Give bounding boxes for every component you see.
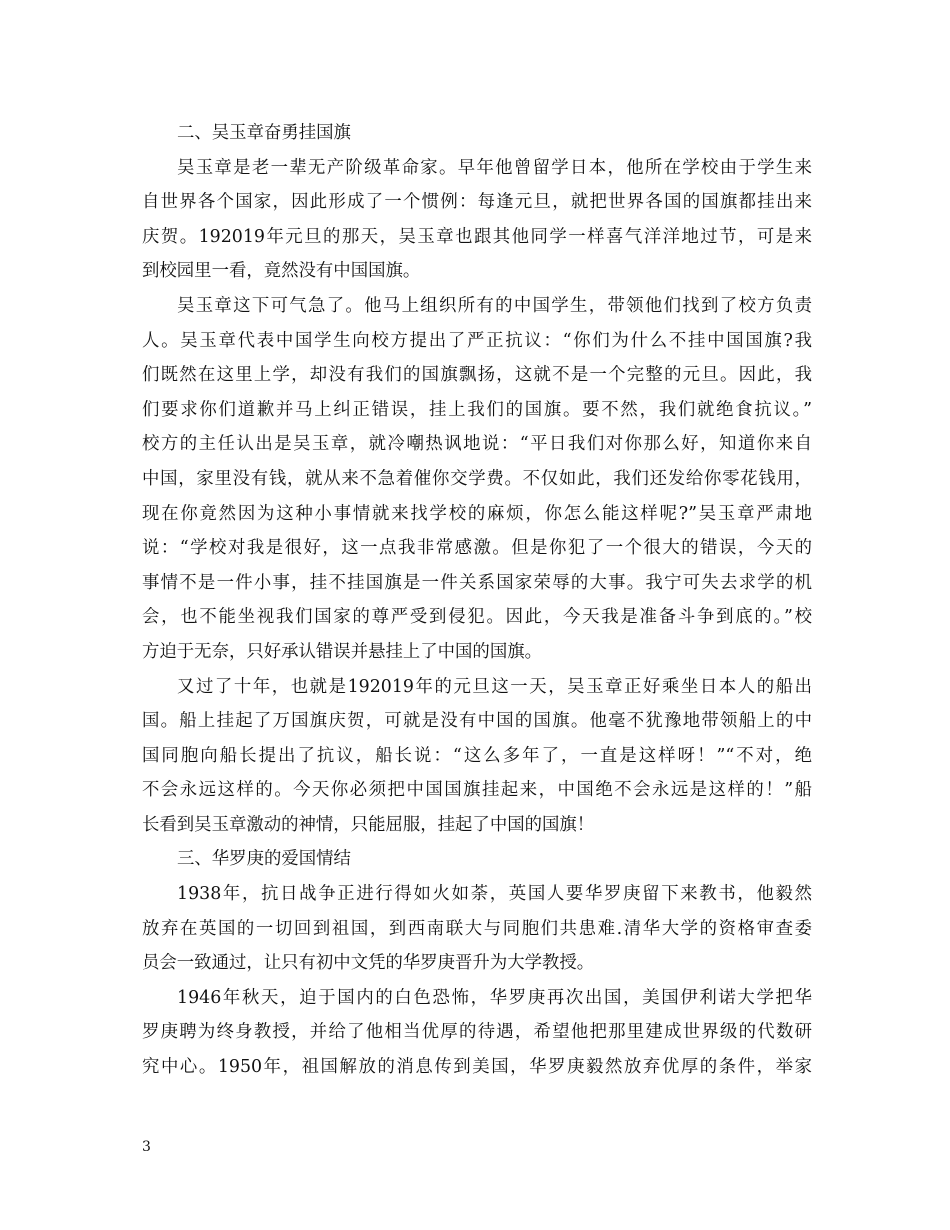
text-line: 罗庚聘为终身教授，并给了他相当优厚的待遇，希望他把那里建成世界级的代数研 bbox=[142, 1022, 812, 1043]
text-line: 究中心。1950年，祖国解放的消息传到美国，华罗庚毅然放弃优厚的条件，举家 bbox=[142, 1057, 812, 1078]
text-line: 说：“学校对我是很好，这一点我非常感激。但是你犯了一个很大的错误，今天的 bbox=[142, 538, 812, 559]
text-line: 人。吴玉章代表中国学生向校方提出了严正抗议：“你们为什么不挂中国国旗?我 bbox=[142, 330, 812, 351]
section-heading: 二、吴玉章奋勇挂国旗 bbox=[177, 123, 351, 143]
document-body bbox=[142, 116, 812, 1085]
text-line: 会，也不能坐视我们国家的尊严受到侵犯。因此，今天我是准备斗争到底的。”校 bbox=[142, 607, 812, 628]
text-line: 现在你竟然因为这种小事情就来找学校的麻烦，你怎么能这样呢?”吴玉章严肃地 bbox=[142, 503, 812, 524]
text-line: 到校园里一看，竟然没有中国国旗。 bbox=[142, 261, 421, 282]
text-line: 庆贺。192019年元旦的那天，吴玉章也跟其他同学一样喜气洋洋地过节，可是来 bbox=[142, 226, 812, 247]
text-line: 员会一致通过，让只有初中文凭的华罗庚晋升为大学教授。 bbox=[142, 953, 595, 974]
text-line: 方迫于无奈，只好承认错误并悬挂上了中国的国旗。 bbox=[142, 641, 542, 662]
text-line: 1938年，抗日战争正进行得如火如荼，英国人要华罗庚留下来教书，他毅然 bbox=[177, 884, 812, 905]
page-number: 3 bbox=[142, 1139, 151, 1155]
text-line: 中国，家里没有钱，就从来不急着催你交学费。不仅如此，我们还发给你零花钱用， bbox=[142, 468, 812, 489]
text-line: 吴玉章是老一辈无产阶级革命家。早年他曾留学日本，他所在学校由于学生来 bbox=[177, 157, 812, 178]
text-line: 1946年秋天，迫于国内的白色恐怖，华罗庚再次出国，美国伊利诺大学把华 bbox=[177, 987, 812, 1008]
text-line: 放弃在英国的一切回到祖国，到西南联大与同胞们共患难.清华大学的资格审查委 bbox=[142, 918, 812, 939]
text-line: 长看到吴玉章激动的神情，只能屈服，挂起了中国的国旗！ bbox=[142, 814, 595, 835]
text-line: 们既然在这里上学，却没有我们的国旗飘扬，这就不是一个完整的元旦。因此，我 bbox=[142, 365, 812, 386]
text-line: 吴玉章这下可气急了。他马上组织所有的中国学生，带领他们找到了校方负责 bbox=[177, 295, 812, 316]
text-line: 们要求你们道歉并马上纠正错误，挂上我们的国旗。要不然，我们就绝食抗议。” bbox=[142, 399, 812, 420]
text-line: 校方的主任认出是吴玉章，就冷嘲热讽地说：“平日我们对你那么好，知道你来自 bbox=[142, 434, 812, 455]
text-line: 事情不是一件小事，挂不挂国旗是一件关系国家荣辱的大事。我宁可失去求学的机 bbox=[142, 572, 812, 593]
text-line: 又过了十年，也就是192019年的元旦这一天，吴玉章正好乘坐日本人的船出 bbox=[177, 676, 812, 697]
text-line: 国同胞向船长提出了抗议，船长说：“这么多年了，一直是这样呀！”“不对，绝 bbox=[142, 745, 812, 766]
text-line: 不会永远这样的。今天你必须把中国国旗挂起来，中国绝不会永远是这样的！”船 bbox=[142, 780, 812, 801]
text-line: 自世界各个国家，因此形成了一个惯例：每逢元旦，就把世界各国的国旗都挂出来 bbox=[142, 192, 812, 213]
section-heading: 三、华罗庚的爱国情结 bbox=[177, 849, 351, 870]
text-line: 国。船上挂起了万国旗庆贺，可就是没有中国的国旗。他毫不犹豫地带领船上的中 bbox=[142, 711, 812, 732]
